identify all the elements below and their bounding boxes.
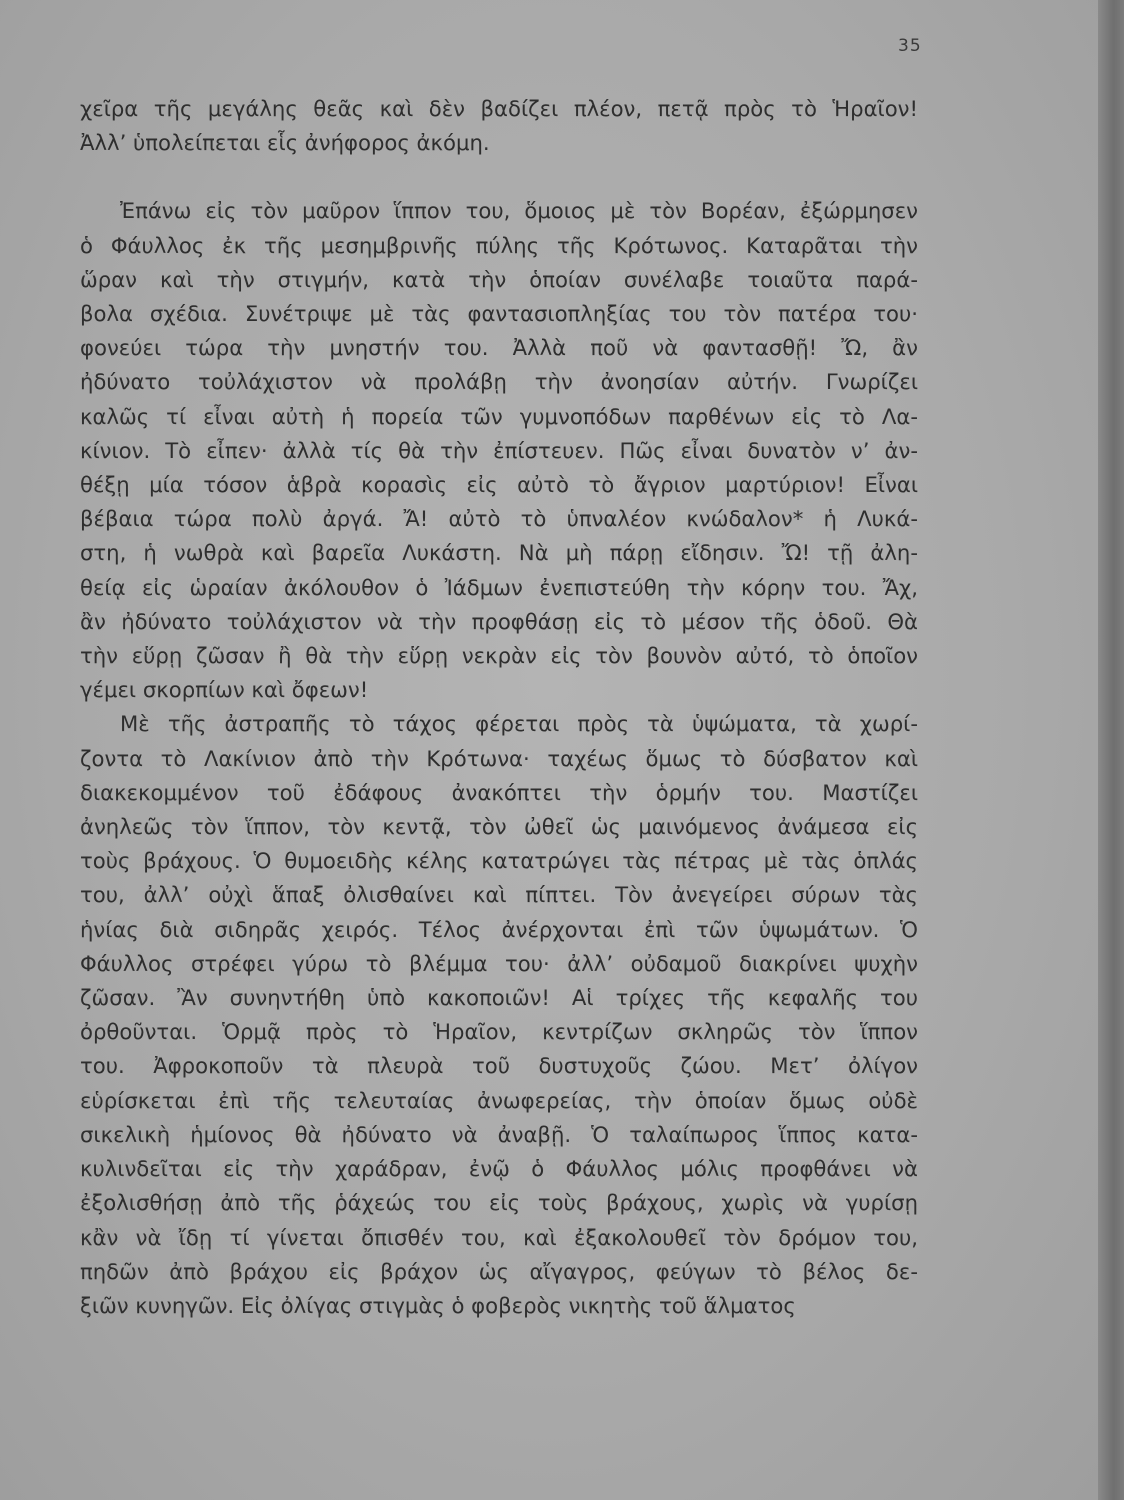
text-line: εὑρίσκεται ἐπὶ τῆς τελευταίας ἀνωφερείας, τὴν ὁποίαν ὅμως οὐδὲ xyxy=(80,1087,918,1113)
page-number: 35 xyxy=(898,36,922,56)
paragraph xyxy=(80,707,918,1323)
text-line: κυλινδεῖται εἰς τὴν χαράδραν, ἐνῷ ὁ Φάυλλος μόλις προφθάνει νὰ xyxy=(80,1156,918,1182)
text-line: γέμει σκορπίων καὶ ὄφεων! xyxy=(80,677,369,703)
text-line: κἂν νὰ ἴδῃ τί γίνεται ὄπισθέν του, καὶ ἐξακολουθεῖ τὸν δρόμον του, xyxy=(80,1224,918,1250)
text-line: στη, ἡ νωθρὰ καὶ βαρεῖα Λυκάστη. Νὰ μὴ πάρῃ εἴδησιν. Ὤ! τῇ ἀλη- xyxy=(80,540,918,566)
text-line: ἂν ἠδύνατο τοὐλάχιστον νὰ τὴν προφθάσῃ εἰς τὸ μέσον τῆς ὁδοῦ. Θὰ xyxy=(80,608,918,634)
text-line: κίνιον. Τὸ εἶπεν· ἀλλὰ τίς θὰ τὴν ἐπίστευεν. Πῶς εἶναι δυνατὸν ν’ ἀν- xyxy=(80,437,918,463)
text-line: θέξῃ μία τόσον ἁβρὰ κορασὶς εἰς αὐτὸ τὸ ἄγριον μαρτύριον! Εἶναι xyxy=(80,472,918,498)
text-line: σικελικὴ ἡμίονος θὰ ἠδύνατο νὰ ἀναβῇ. Ὁ ταλαίπωρος ἵππος κατα- xyxy=(80,1121,918,1147)
text-line: ὁ Φάυλλος ἐκ τῆς μεσημβρινῆς πύλης τῆς Κρότωνος. Καταρᾶται τὴν xyxy=(80,232,918,258)
text-line: ἠδύνατο τοὐλάχιστον νὰ προλάβῃ τὴν ἀνοησίαν αὐτήν. Γνωρίζει xyxy=(80,369,918,395)
text-line: θείᾳ εἰς ὡραίαν ἀκόλουθον ὁ Ἰάδμων ἐνεπιστεύθη τὴν κόρην του. Ἄχ, xyxy=(80,574,918,600)
text-line: βολα σχέδια. Συνέτριψε μὲ τὰς φαντασιοπληξίας του τὸν πατέρα του· xyxy=(80,301,918,327)
text-line: ζῶσαν. Ἂν συνηντήθη ὑπὸ κακοποιῶν! Αἱ τρίχες τῆς κεφαλῆς του xyxy=(80,985,918,1011)
text-line: πηδῶν ἀπὸ βράχου εἰς βράχον ὡς αἴγαγρος, φεύγων τὸ βέλος δε- xyxy=(80,1258,918,1284)
text-line: φονεύει τώρα τὴν μνηστήν του. Ἀλλὰ ποῦ νὰ φαντασθῇ! Ὤ, ἂν xyxy=(80,335,918,361)
text-line: ζοντα τὸ Λακίνιον ἀπὸ τὴν Κρότωνα· ταχέως ὅμως τὸ δύσβατον καὶ xyxy=(80,745,918,771)
text-line: του, ἀλλ’ οὐχὶ ἅπαξ ὀλισθαίνει καὶ πίπτει. Τὸν ἀνεγείρει σύρων τὰς xyxy=(80,882,918,908)
text-line: χεῖρα τῆς μεγάλης θεᾶς καὶ δὲν βαδίζει πλέον, πετᾷ πρὸς τὸ Ἡραῖον! xyxy=(80,96,918,121)
text-line: ὀρθοῦνται. Ὁρμᾷ πρὸς τὸ Ἡραῖον, κεντρίζων σκληρῶς τὸν ἵππον xyxy=(80,1019,918,1045)
text-line: ὥραν καὶ τὴν στιγμήν, κατὰ τὴν ὁποίαν συνέλαβε τοιαῦτα παρά- xyxy=(80,266,918,292)
text-line: βέβαια τώρα πολὺ ἀργά. Ἄ! αὐτὸ τὸ ὑπναλέον κνώδαλον* ἡ Λυκά- xyxy=(80,506,918,532)
paragraph-gap xyxy=(80,160,918,194)
text-line: Μὲ τῆς ἀστραπῆς τὸ τάχος φέρεται πρὸς τὰ ὑψώματα, τὰ χωρί- xyxy=(120,711,918,737)
paragraph xyxy=(80,194,918,707)
text-line: Ἀλλ’ ὑπολείπεται εἷς ἀνήφορος ἀκόμη. xyxy=(80,130,490,156)
text-line: Φάυλλος στρέφει γύρω τὸ βλέμμα του· ἀλλ’ οὐδαμοῦ διακρίνει ψυχὴν xyxy=(80,950,918,976)
book-spine-shadow xyxy=(1098,0,1124,1500)
text-line: τὴν εὕρῃ ζῶσαν ἢ θὰ τὴν εὕρῃ νεκρὰν εἰς τὸν βουνὸν αὐτό, τὸ ὁποῖον xyxy=(80,643,918,669)
paragraph xyxy=(80,92,918,160)
text-line: διακεκομμένον τοῦ ἐδάφους ἀνακόπτει τὴν ὁρμήν του. Μαστίζει xyxy=(80,779,918,805)
text-line: ἡνίας διὰ σιδηρᾶς χειρός. Τέλος ἀνέρχονται ἐπὶ τῶν ὑψωμάτων. Ὁ xyxy=(80,916,918,942)
text-line: ἀνηλεῶς τὸν ἵππον, τὸν κεντᾷ, τὸν ὠθεῖ ὡς μαινόμενος ἀνάμεσα εἰς xyxy=(80,814,918,840)
text-line: Ἐπάνω εἰς τὸν μαῦρον ἵππον του, ὅμοιος μὲ τὸν Βορέαν, ἐξώρμησεν xyxy=(120,198,918,224)
text-line: ἐξολισθήσῃ ἀπὸ τῆς ῥάχεώς του εἰς τοὺς βράχους, χωρὶς νὰ γυρίσῃ xyxy=(80,1190,918,1216)
text-line: ξιῶν κυνηγῶν. Εἰς ὀλίγας στιγμὰς ὁ φοβερὸς νικητὴς τοῦ ἅλματος xyxy=(80,1292,796,1318)
text-line: του. Ἀφροκοποῦν τὰ πλευρὰ τοῦ δυστυχοῦς ζώου. Μετ’ ὀλίγον xyxy=(80,1053,918,1079)
text-line: τοὺς βράχους. Ὁ θυμοειδὴς κέλης κατατρώγει τὰς πέτρας μὲ τὰς ὁπλάς xyxy=(80,848,918,874)
body-text xyxy=(80,92,918,1323)
text-line: καλῶς τί εἶναι αὐτὴ ἡ πορεία τῶν γυμνοπόδων παρθένων εἰς τὸ Λα- xyxy=(80,403,918,429)
